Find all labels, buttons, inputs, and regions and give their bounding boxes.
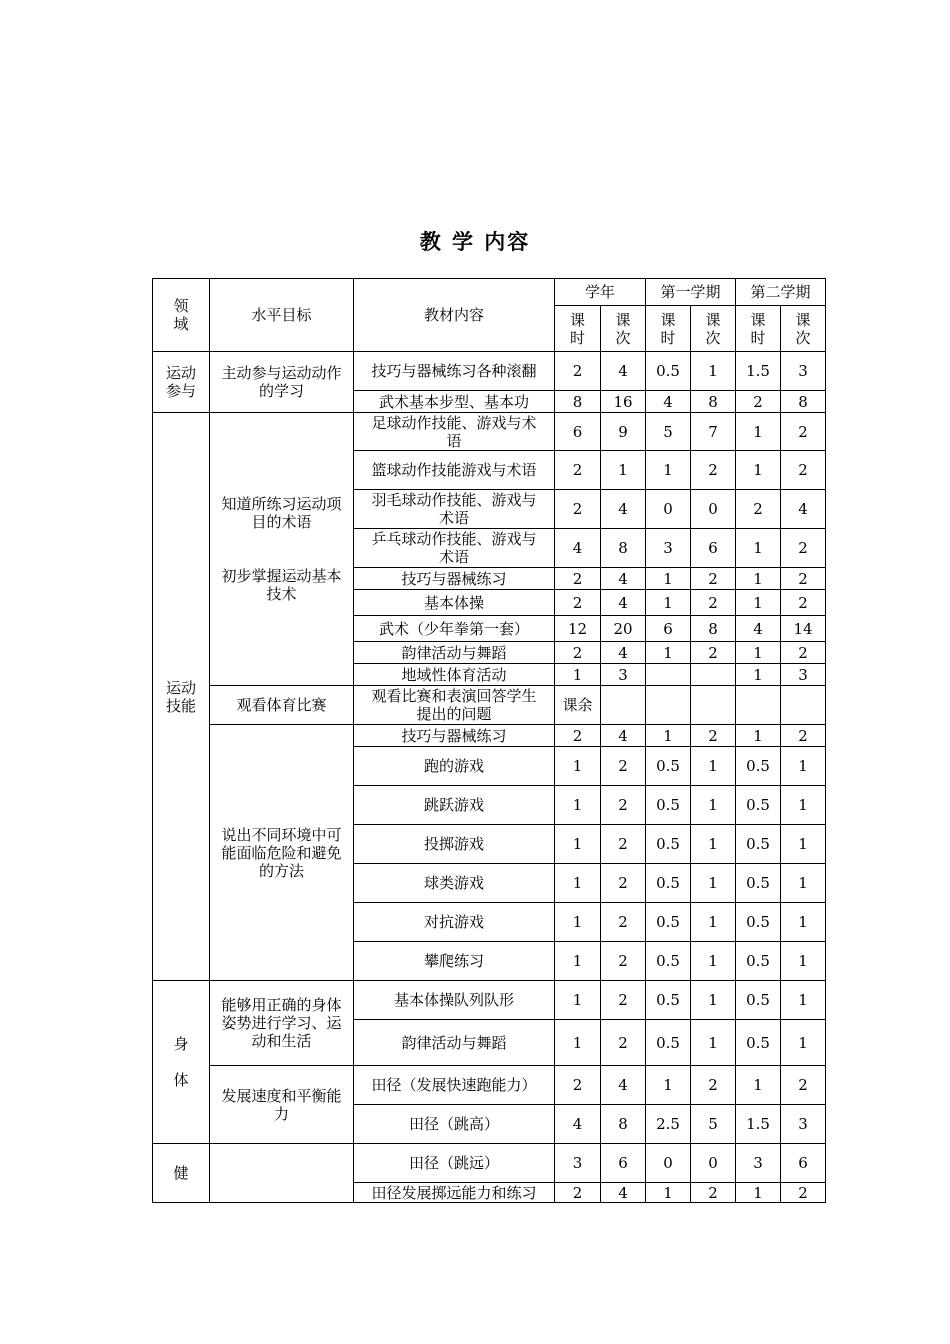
year-hours-cell: 3 bbox=[555, 1144, 601, 1183]
sem1-hours-cell: 1 bbox=[646, 590, 691, 616]
header-hours: 课 时 bbox=[646, 306, 691, 352]
year-sessions-cell: 4 bbox=[601, 568, 646, 590]
sem1-sessions-cell: 2 bbox=[691, 725, 736, 747]
year-sessions-cell: 9 bbox=[601, 413, 646, 451]
content-cell: 观看比赛和表演回答学生提出的问题 bbox=[354, 686, 555, 725]
sem2-hours-cell: 0.5 bbox=[736, 981, 781, 1020]
sem1-sessions-cell: 5 bbox=[691, 1105, 736, 1144]
header-sessions: 课 次 bbox=[781, 306, 826, 352]
sem2-sessions-cell: 2 bbox=[781, 568, 826, 590]
year-sessions-cell: 8 bbox=[601, 1105, 646, 1144]
year-sessions-cell: 1 bbox=[601, 451, 646, 490]
sem2-hours-cell: 4 bbox=[736, 616, 781, 642]
sem1-sessions-cell: 1 bbox=[691, 747, 736, 786]
sem1-sessions-cell: 6 bbox=[691, 529, 736, 568]
sem2-sessions-cell: 8 bbox=[781, 391, 826, 413]
sem2-hours-cell: 1 bbox=[736, 529, 781, 568]
sem1-sessions-cell: 2 bbox=[691, 568, 736, 590]
year-hours-cell: 2 bbox=[555, 451, 601, 490]
header-sessions: 课 次 bbox=[601, 306, 646, 352]
page-title: 教 学 内容 bbox=[419, 229, 531, 254]
sem1-hours-cell: 2.5 bbox=[646, 1105, 691, 1144]
content-cell: 技巧与器械练习各种滚翻 bbox=[354, 352, 555, 391]
goal-safety: 说出不同环境中可能面临危险和避免的方法 bbox=[210, 725, 354, 981]
year-sessions-cell: 2 bbox=[601, 747, 646, 786]
content-cell: 乒乓球动作技能、游戏与术语 bbox=[354, 529, 555, 568]
sem2-hours-cell: 1 bbox=[736, 1183, 781, 1203]
sem2-sessions-cell: 3 bbox=[781, 1105, 826, 1144]
sem1-sessions-cell: 0 bbox=[691, 1144, 736, 1183]
sem2-sessions-cell: 3 bbox=[781, 352, 826, 391]
year-hours-cell: 1 bbox=[555, 981, 601, 1020]
year-sessions-cell: 16 bbox=[601, 391, 646, 413]
sem1-sessions-cell: 2 bbox=[691, 1183, 736, 1203]
table-row bbox=[153, 1066, 826, 1105]
header-sessions: 课 次 bbox=[691, 306, 736, 352]
year-sessions-cell bbox=[601, 686, 646, 725]
sem2-sessions-cell: 6 bbox=[781, 1144, 826, 1183]
year-sessions-cell: 2 bbox=[601, 864, 646, 903]
sem1-sessions-cell: 8 bbox=[691, 616, 736, 642]
year-sessions-cell: 4 bbox=[601, 590, 646, 616]
sem2-hours-cell: 0.5 bbox=[736, 903, 781, 942]
year-sessions-cell: 4 bbox=[601, 1183, 646, 1203]
year-sessions-cell: 4 bbox=[601, 642, 646, 664]
sem2-sessions-cell: 1 bbox=[781, 825, 826, 864]
sem1-hours-cell: 0.5 bbox=[646, 981, 691, 1020]
sem2-hours-cell: 1 bbox=[736, 413, 781, 451]
sem1-sessions-cell: 2 bbox=[691, 451, 736, 490]
sem2-sessions-cell: 2 bbox=[781, 1183, 826, 1203]
sem1-sessions-cell: 1 bbox=[691, 352, 736, 391]
table-row bbox=[153, 352, 826, 391]
year-hours-cell: 4 bbox=[555, 1105, 601, 1144]
sem1-hours-cell: 0.5 bbox=[646, 903, 691, 942]
table-row bbox=[153, 981, 826, 1020]
content-cell: 足球动作技能、游戏与术语 bbox=[354, 413, 555, 451]
sem1-hours-cell: 0 bbox=[646, 490, 691, 529]
sem1-sessions-cell: 7 bbox=[691, 413, 736, 451]
content-cell: 田径发展掷远能力和练习 bbox=[354, 1183, 555, 1203]
sem2-hours-cell: 0.5 bbox=[736, 786, 781, 825]
year-sessions-cell: 8 bbox=[601, 529, 646, 568]
sem1-hours-cell: 0.5 bbox=[646, 1020, 691, 1066]
content-cell: 田径（发展快速跑能力） bbox=[354, 1066, 555, 1105]
year-hours-cell: 2 bbox=[555, 725, 601, 747]
content-cell: 地域性体育活动 bbox=[354, 664, 555, 686]
year-sessions-cell: 2 bbox=[601, 786, 646, 825]
curriculum-table bbox=[152, 278, 826, 1203]
sem2-sessions-cell: 1 bbox=[781, 747, 826, 786]
domain-skills: 运动 技能 bbox=[153, 413, 210, 981]
year-sessions-cell: 4 bbox=[601, 1066, 646, 1105]
year-hours-cell: 1 bbox=[555, 1020, 601, 1066]
sem2-sessions-cell: 2 bbox=[781, 590, 826, 616]
content-cell: 武术（少年拳第一套） bbox=[354, 616, 555, 642]
sem1-sessions-cell: 1 bbox=[691, 864, 736, 903]
year-hours-cell: 12 bbox=[555, 616, 601, 642]
year-hours-cell: 6 bbox=[555, 413, 601, 451]
sem1-sessions-cell: 1 bbox=[691, 903, 736, 942]
year-hours-cell: 2 bbox=[555, 642, 601, 664]
sem2-hours-cell: 0.5 bbox=[736, 864, 781, 903]
sem2-sessions-cell: 2 bbox=[781, 725, 826, 747]
sem2-hours-cell: 1 bbox=[736, 664, 781, 686]
sem1-hours-cell: 0.5 bbox=[646, 864, 691, 903]
sem2-sessions-cell: 2 bbox=[781, 451, 826, 490]
sem2-hours-cell: 1.5 bbox=[736, 1105, 781, 1144]
year-hours-cell: 1 bbox=[555, 786, 601, 825]
content-cell: 韵律活动与舞蹈 bbox=[354, 642, 555, 664]
sem1-sessions-cell: 2 bbox=[691, 1066, 736, 1105]
year-sessions-cell: 2 bbox=[601, 1020, 646, 1066]
sem2-hours-cell: 2 bbox=[736, 490, 781, 529]
year-hours-cell: 2 bbox=[555, 590, 601, 616]
year-hours-cell: 1 bbox=[555, 942, 601, 981]
content-cell: 跳跃游戏 bbox=[354, 786, 555, 825]
year-hours-cell: 1 bbox=[555, 747, 601, 786]
year-sessions-cell: 4 bbox=[601, 352, 646, 391]
goal-posture: 能够用正确的身体姿势进行学习、运动和生活 bbox=[210, 981, 354, 1066]
sem2-sessions-cell: 3 bbox=[781, 664, 826, 686]
sem2-sessions-cell: 2 bbox=[781, 1066, 826, 1105]
content-cell: 羽毛球动作技能、游戏与术语 bbox=[354, 490, 555, 529]
sem1-hours-cell: 0.5 bbox=[646, 747, 691, 786]
content-cell: 韵律活动与舞蹈 bbox=[354, 1020, 555, 1066]
header-semester-2: 第二学期 bbox=[736, 279, 826, 306]
content-cell: 田径（跳远） bbox=[354, 1144, 555, 1183]
sem2-hours-cell: 1 bbox=[736, 568, 781, 590]
sem1-hours-cell: 0.5 bbox=[646, 825, 691, 864]
year-hours-cell: 1 bbox=[555, 664, 601, 686]
sem1-hours-cell: 0.5 bbox=[646, 786, 691, 825]
sem1-hours-cell: 1 bbox=[646, 568, 691, 590]
header-semester-1: 第一学期 bbox=[646, 279, 736, 306]
sem2-sessions-cell bbox=[781, 686, 826, 725]
sem1-hours-cell: 1 bbox=[646, 1183, 691, 1203]
sem1-hours-cell: 1 bbox=[646, 451, 691, 490]
sem2-sessions-cell: 1 bbox=[781, 864, 826, 903]
sem2-hours-cell: 2 bbox=[736, 391, 781, 413]
sem2-sessions-cell: 1 bbox=[781, 981, 826, 1020]
sem1-sessions-cell bbox=[691, 664, 736, 686]
content-cell: 对抗游戏 bbox=[354, 903, 555, 942]
year-hours-cell: 1 bbox=[555, 864, 601, 903]
content-cell: 投掷游戏 bbox=[354, 825, 555, 864]
sem1-hours-cell: 5 bbox=[646, 413, 691, 451]
year-hours-cell: 1 bbox=[555, 903, 601, 942]
domain-participation: 运动 参与 bbox=[153, 352, 210, 413]
year-hours-cell: 2 bbox=[555, 568, 601, 590]
sem1-hours-cell bbox=[646, 664, 691, 686]
sem1-hours-cell: 0 bbox=[646, 1144, 691, 1183]
sem2-sessions-cell: 14 bbox=[781, 616, 826, 642]
year-hours-cell: 1 bbox=[555, 825, 601, 864]
table-row bbox=[153, 413, 826, 451]
sem1-hours-cell: 1 bbox=[646, 725, 691, 747]
year-sessions-cell: 3 bbox=[601, 664, 646, 686]
goal-health bbox=[210, 1144, 354, 1203]
sem1-hours-cell: 0.5 bbox=[646, 942, 691, 981]
goal-speed-balance: 发展速度和平衡能力 bbox=[210, 1066, 354, 1144]
sem2-sessions-cell: 1 bbox=[781, 903, 826, 942]
sem1-hours-cell: 6 bbox=[646, 616, 691, 642]
year-sessions-cell: 2 bbox=[601, 903, 646, 942]
sem1-hours-cell: 4 bbox=[646, 391, 691, 413]
sem2-hours-cell: 1.5 bbox=[736, 352, 781, 391]
sem1-hours-cell: 1 bbox=[646, 1066, 691, 1105]
sem2-hours-cell: 0.5 bbox=[736, 747, 781, 786]
sem1-sessions-cell: 2 bbox=[691, 590, 736, 616]
content-cell: 技巧与器械练习 bbox=[354, 568, 555, 590]
sem2-sessions-cell: 4 bbox=[781, 490, 826, 529]
sem2-sessions-cell: 1 bbox=[781, 942, 826, 981]
year-sessions-cell: 2 bbox=[601, 981, 646, 1020]
table-row bbox=[153, 1144, 826, 1183]
sem1-sessions-cell: 1 bbox=[691, 1020, 736, 1066]
sem1-sessions-cell: 2 bbox=[691, 642, 736, 664]
year-hours-cell: 2 bbox=[555, 1066, 601, 1105]
header-domain: 领 域 bbox=[153, 279, 210, 352]
sem2-hours-cell: 0.5 bbox=[736, 825, 781, 864]
sem2-sessions-cell: 2 bbox=[781, 642, 826, 664]
sem2-hours-cell: 0.5 bbox=[736, 1020, 781, 1066]
domain-health: 健 bbox=[153, 1144, 210, 1203]
sem2-hours-cell bbox=[736, 686, 781, 725]
content-cell: 基本体操 bbox=[354, 590, 555, 616]
sem1-hours-cell: 3 bbox=[646, 529, 691, 568]
header-level-goal: 水平目标 bbox=[210, 279, 354, 352]
sem2-hours-cell: 0.5 bbox=[736, 942, 781, 981]
year-sessions-cell: 2 bbox=[601, 825, 646, 864]
table-row bbox=[153, 725, 826, 747]
goal-watch-games: 观看体育比赛 bbox=[210, 686, 354, 725]
year-sessions-cell: 6 bbox=[601, 1144, 646, 1183]
content-cell: 技巧与器械练习 bbox=[354, 725, 555, 747]
content-cell: 跑的游戏 bbox=[354, 747, 555, 786]
content-cell: 武术基本步型、基本功 bbox=[354, 391, 555, 413]
sem1-sessions-cell: 1 bbox=[691, 981, 736, 1020]
year-hours-cell: 8 bbox=[555, 391, 601, 413]
content-cell: 篮球动作技能游戏与术语 bbox=[354, 451, 555, 490]
sem1-sessions-cell: 0 bbox=[691, 490, 736, 529]
sem2-hours-cell: 1 bbox=[736, 725, 781, 747]
sem2-hours-cell: 1 bbox=[736, 642, 781, 664]
sem1-sessions-cell: 1 bbox=[691, 942, 736, 981]
year-hours-cell: 2 bbox=[555, 1183, 601, 1203]
year-sessions-cell: 2 bbox=[601, 942, 646, 981]
sem2-sessions-cell: 2 bbox=[781, 529, 826, 568]
sem1-sessions-cell bbox=[691, 686, 736, 725]
year-sessions-cell: 20 bbox=[601, 616, 646, 642]
content-cell: 基本体操队列队形 bbox=[354, 981, 555, 1020]
sem1-sessions-cell: 1 bbox=[691, 786, 736, 825]
sem1-hours-cell: 0.5 bbox=[646, 352, 691, 391]
year-hours-cell: 2 bbox=[555, 352, 601, 391]
goal-participation: 主动参与运动动作的学习 bbox=[210, 352, 354, 413]
sem2-sessions-cell: 2 bbox=[781, 413, 826, 451]
goal-terms-technique: 知道所练习运动项目的术语 初步掌握运动基本技术 bbox=[210, 413, 354, 686]
header-hours: 课 时 bbox=[555, 306, 601, 352]
header-year: 学年 bbox=[555, 279, 646, 306]
year-hours-cell: 课余 bbox=[555, 686, 601, 725]
year-sessions-cell: 4 bbox=[601, 725, 646, 747]
sem2-sessions-cell: 1 bbox=[781, 786, 826, 825]
sem2-hours-cell: 1 bbox=[736, 1066, 781, 1105]
sem1-hours-cell bbox=[646, 686, 691, 725]
content-cell: 球类游戏 bbox=[354, 864, 555, 903]
year-sessions-cell: 4 bbox=[601, 490, 646, 529]
sem2-sessions-cell: 1 bbox=[781, 1020, 826, 1066]
domain-body: 身 体 bbox=[153, 981, 210, 1144]
sem2-hours-cell: 1 bbox=[736, 451, 781, 490]
sem1-hours-cell: 1 bbox=[646, 642, 691, 664]
sem1-sessions-cell: 8 bbox=[691, 391, 736, 413]
year-hours-cell: 4 bbox=[555, 529, 601, 568]
year-hours-cell: 2 bbox=[555, 490, 601, 529]
header-hours: 课 时 bbox=[736, 306, 781, 352]
sem2-hours-cell: 1 bbox=[736, 590, 781, 616]
content-cell: 田径（跳高） bbox=[354, 1105, 555, 1144]
sem2-hours-cell: 3 bbox=[736, 1144, 781, 1183]
table-row bbox=[153, 686, 826, 725]
content-cell: 攀爬练习 bbox=[354, 942, 555, 981]
header-content: 教材内容 bbox=[354, 279, 555, 352]
sem1-sessions-cell: 1 bbox=[691, 825, 736, 864]
